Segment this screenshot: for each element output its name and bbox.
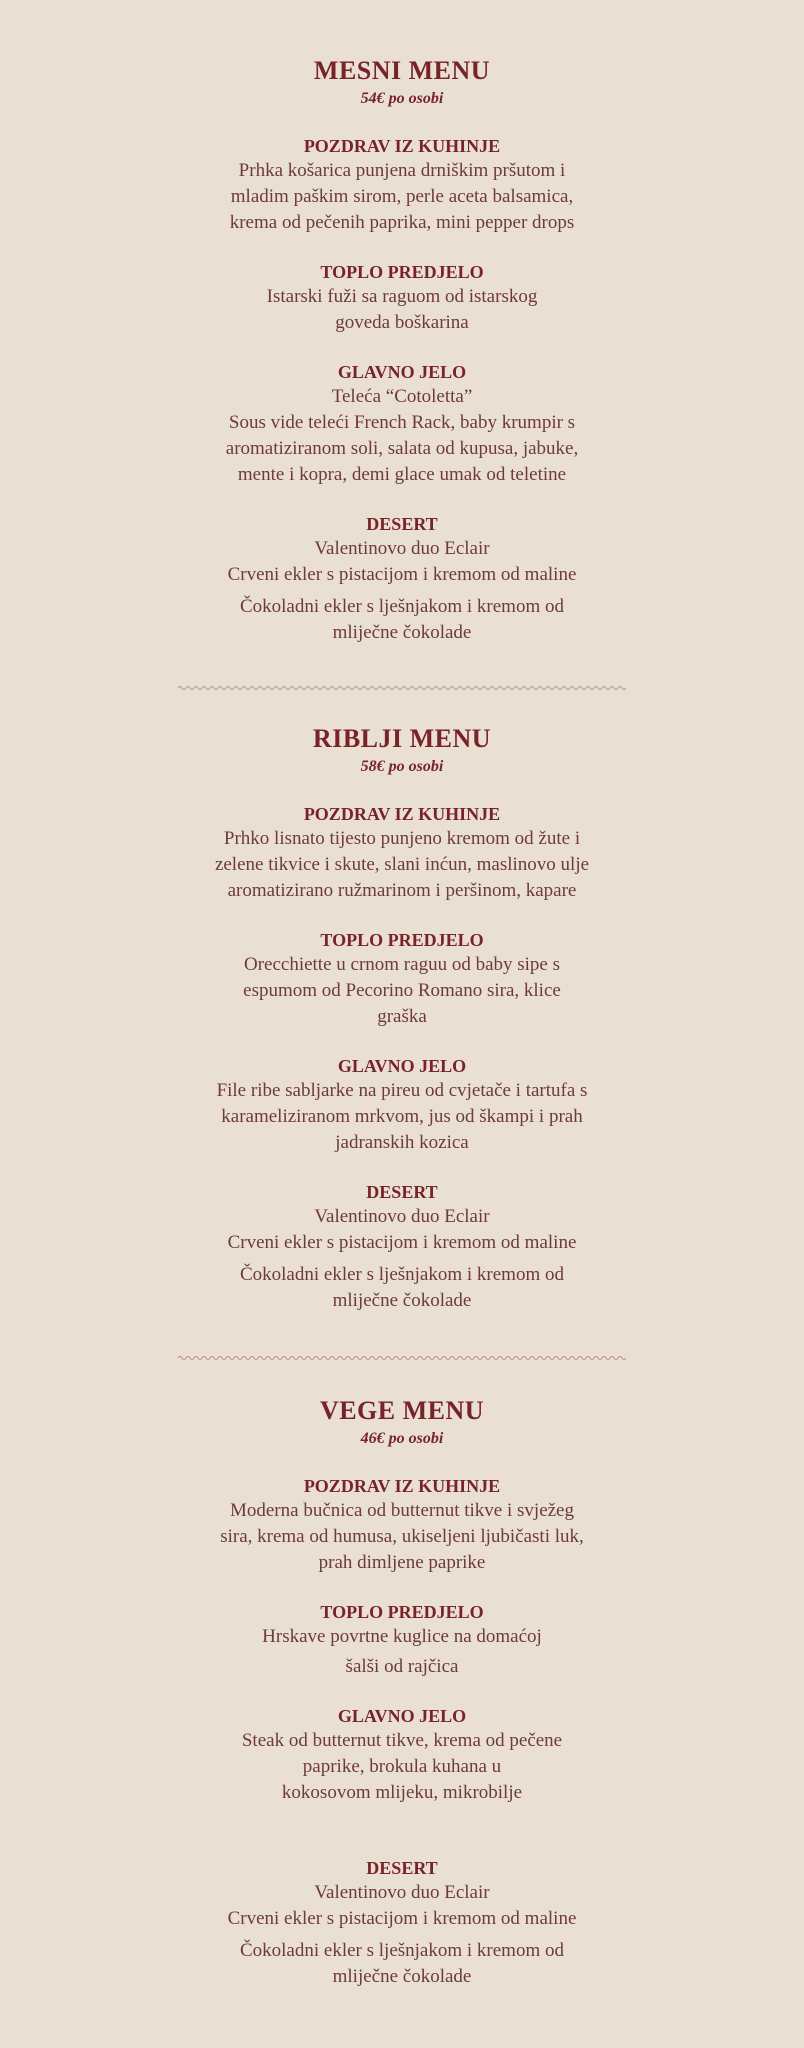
course-line: Hrskave povrtne kuglice na domaćoj [262, 1626, 542, 1647]
fish-course-main [0, 1054, 804, 1156]
course-title: DESERT [366, 1182, 438, 1202]
fish-course-greeting [0, 802, 804, 904]
course-line: espumom od Pecorino Romano sira, klice [243, 980, 561, 1001]
vege-menu-title: VEGE MENU [319, 1396, 485, 1425]
course-title: GLAVNO JELO [337, 1706, 467, 1726]
fish-course-dessert [0, 1180, 804, 1314]
course-title: POZDRAV IZ KUHINJE [303, 136, 501, 156]
course-title: TOPLO PREDJELO [320, 1602, 484, 1622]
course-line: Čokoladni ekler s lješnjakom i kremom od [239, 1940, 564, 1961]
course-line: Moderna bučnica od butternut tikve i svježeg [229, 1500, 574, 1521]
vege-course-warm-starter [0, 1600, 804, 1680]
course-title: GLAVNO JELO [337, 362, 467, 382]
course-line: Orecchiette u crnom raguu od baby sipe s [243, 954, 561, 975]
course-title: DESERT [366, 1858, 438, 1878]
course-title: GLAVNO JELO [337, 1056, 467, 1076]
course-line: Valentinovo duo Eclair [314, 1882, 490, 1903]
course-line: aromatizirano ružmarinom i peršinom, kapare [227, 880, 577, 901]
meat-course-greeting [0, 134, 804, 236]
course-title: DESERT [366, 514, 438, 534]
course-line: mliječne čokolade [332, 1966, 472, 1987]
fish-menu-section [0, 724, 804, 1314]
course-line: karameliziranom mrkvom, jus od škampi i prah [221, 1106, 583, 1127]
course-title: TOPLO PREDJELO [320, 930, 484, 950]
course-line: Crveni ekler s pistacijom i kremom od maline [227, 1908, 577, 1929]
course-line: Istarski fuži sa raguom od istarskog [266, 286, 538, 307]
fish-menu-price: 58€ po osobi [360, 758, 444, 775]
course-line: krema od pečenih paprika, mini pepper drops [229, 212, 575, 233]
course-line: mliječne čokolade [332, 1290, 472, 1311]
course-line: paprike, brokula kuhana u [302, 1756, 502, 1777]
meat-course-main [0, 360, 804, 488]
meat-menu-section [0, 56, 804, 646]
fish-menu-title: RIBLJI MENU [312, 724, 492, 753]
course-line: zelene tikvice i skute, slani inćun, maslinovo ulje [214, 854, 590, 875]
course-line: Valentinovo duo Eclair [314, 1206, 490, 1227]
course-line: Valentinovo duo Eclair [314, 538, 490, 559]
course-line: sira, krema od humusa, ukiseljeni ljubičasti luk, [220, 1526, 584, 1547]
course-title: POZDRAV IZ KUHINJE [303, 804, 501, 824]
section-divider [178, 684, 626, 692]
course-line: Crveni ekler s pistacijom i kremom od maline [227, 564, 577, 585]
course-line: Steak od butternut tikve, krema od pečene [241, 1730, 563, 1751]
course-line: mladim paškim sirom, perle aceta balsamica, [230, 186, 574, 207]
course-line: mente i kopra, demi glace umak od teletine [237, 464, 567, 485]
course-line: graška [377, 1006, 427, 1027]
course-line: jadranskih kozica [335, 1132, 469, 1153]
course-line: aromatiziranom soli, salata od kupusa, jabuke, [225, 438, 579, 459]
course-line: Čokoladni ekler s lješnjakom i kremom od [239, 596, 564, 617]
course-line: Prhko lisnato tijesto punjeno kremom od žute i [223, 828, 581, 849]
course-line: Prhka košarica punjena drniškim pršutom i [238, 160, 566, 181]
course-line: Čokoladni ekler s lješnjakom i kremom od [239, 1264, 564, 1285]
vege-menu-price: 46€ po osobi [360, 1430, 444, 1447]
meat-menu-title: MESNI MENU [313, 56, 491, 85]
course-line: goveda boškarina [335, 312, 469, 333]
course-line: Crveni ekler s pistacijom i kremom od maline [227, 1232, 577, 1253]
fish-course-warm-starter [0, 928, 804, 1030]
meat-course-dessert [0, 512, 804, 646]
meat-menu-price: 54€ po osobi [360, 90, 444, 107]
course-line: mliječne čokolade [332, 622, 472, 643]
vege-course-greeting [0, 1474, 804, 1576]
course-line: kokosovom mlijeku, mikrobilje [281, 1782, 523, 1803]
course-line: prah dimljene paprike [318, 1552, 486, 1573]
vege-course-dessert [0, 1856, 804, 1990]
course-line: File ribe sabljarke na pireu od cvjetače i tartufa s [216, 1080, 588, 1101]
course-title: TOPLO PREDJELO [320, 262, 484, 282]
course-title: POZDRAV IZ KUHINJE [303, 1476, 501, 1496]
vege-course-main [0, 1704, 804, 1806]
course-line: šalši od rajčica [345, 1656, 459, 1677]
course-line: Teleća “Cotoletta” [331, 386, 473, 407]
course-line: Sous vide teleći French Rack, baby krumpir s [228, 412, 576, 433]
meat-course-warm-starter [0, 260, 804, 336]
section-divider [178, 1354, 626, 1362]
vege-menu-section [0, 1396, 804, 1990]
